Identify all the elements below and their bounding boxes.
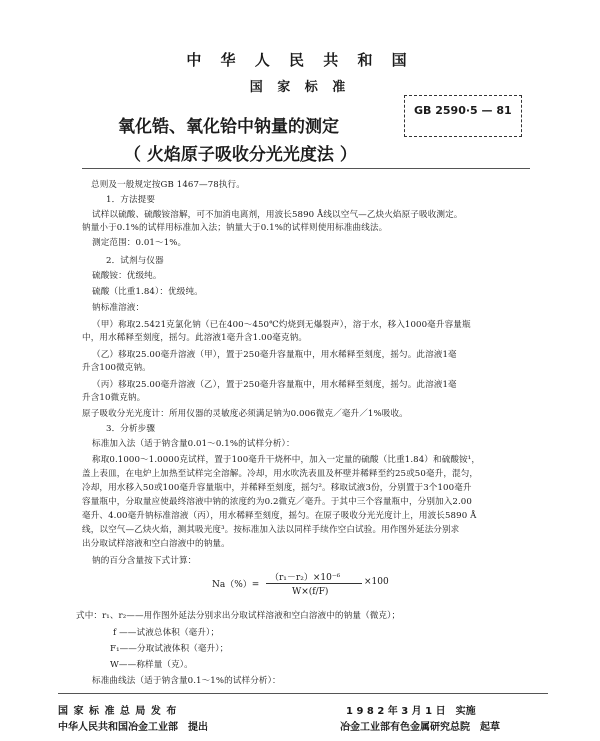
body-line: 硫酸铵：优级纯。	[92, 271, 162, 281]
document-title: 氧化锆、氧化铪中钠量的测定	[118, 117, 339, 137]
footer-proposer: 中华人民共和国冶金工业部 提出	[58, 722, 208, 733]
country-header: 中 华 人 民 共 和 国	[186, 51, 414, 69]
section-heading: 1．方法提要	[106, 195, 156, 205]
body-line: 钠量小于0.1%的试样用标准加入法；钠量大于0.1%的试样则使用标准曲线法。	[82, 223, 388, 233]
body-line: 标准曲线法（适于钠含量0.1～1%的试样分析）：	[92, 676, 281, 686]
body-line: 标准加入法（适于钠含量0.01～0.1%的试样分析）：	[92, 439, 295, 449]
body-line: W——称样量（克）。	[110, 660, 193, 670]
body-line: 总则及一般规定按GB 1467—78执行。	[91, 180, 245, 190]
body-line: f ——试液总体积（毫升）；	[113, 628, 220, 638]
body-line: 出分取试样溶液和空白溶液中的钠量。	[82, 539, 230, 549]
standard-type: 国 家 标 准	[249, 80, 351, 95]
body-line: 式中：r₁、r₂——用作图外延法分别求出分取试样溶液和空白溶液中的钠量（微克）；	[76, 611, 401, 621]
fraction-bar	[266, 583, 362, 584]
body-line: （甲）称取2.5421克氯化钠（已在400～450℃灼烧到无爆裂声），溶于水，移入1000毫升容量瓶	[92, 320, 471, 330]
body-line: 中，用水稀释至刻度，摇匀。此溶液1毫升含1.00毫克钠。	[82, 333, 308, 343]
body-line: 钠标准溶液：	[92, 303, 145, 313]
section-heading: 3．分析步骤	[106, 424, 156, 434]
body-line: 升含10微克钠。	[82, 393, 146, 403]
body-line: 试样以硫酸、硫酸铵溶解，可不加消电离剂，用波长5890 Å线以空气—乙炔火焰原子吸收测定。	[92, 210, 463, 220]
footer-divider	[58, 693, 548, 694]
body-line: 硫酸（比重1.84）：优级纯。	[92, 287, 203, 297]
formula-multiplier: ×100	[364, 577, 389, 587]
body-line: 原子吸收分光光度计：所用仪器的灵敏度必须满足钠为0.006微克／毫升／1%吸收。	[82, 409, 408, 419]
section-heading: 2．试剂与仪器	[106, 256, 164, 266]
formula-numerator: （r₁－r₂）×10⁻⁶	[270, 573, 341, 583]
standard-code: GB 2590·5 — 81	[414, 104, 512, 117]
footer-publisher: 国 家 标 准 总 局 发 布	[58, 706, 178, 717]
body-line: 毫升、4.00毫升钠标准溶液（丙），用水稀释至刻度，摇匀。在原子吸收分光光度计上，用波长5890 Å	[82, 511, 477, 521]
body-line: 盖上表皿，在电炉上加热至试样完全溶解。冷却，用水吹洗表皿及杯壁并稀释至约25或50毫升，混匀，	[82, 469, 479, 479]
body-line: 称取0.1000～1.0000克试样，置于100毫升干烧杯中，加入一定量的硫酸（比重1.84）和硫酸铵¹，	[92, 455, 481, 465]
body-line: 钠的百分含量按下式计算：	[92, 556, 197, 566]
body-line: 冷却，用水移入50或100毫升容量瓶中，并稀释至刻度，摇匀²。移取试液3份，分别置于3个100毫升	[82, 483, 472, 493]
document-subtitle: （ 火焰原子吸收分光光度法 ）	[124, 145, 357, 165]
body-line: 容量瓶中，分取量应使最终溶液中钠的浓度约为0.2微克／毫升。于其中三个容量瓶中，分别加入2.00	[82, 497, 472, 507]
body-line: 升含100微克钠。	[82, 363, 151, 373]
body-line: （丙）移取25.00毫升溶液（乙），置于250毫升容量瓶中，用水稀释至刻度，摇匀。此溶液1毫	[92, 380, 457, 390]
body-line: （乙）移取25.00毫升溶液（甲），置于250毫升容量瓶中，用水稀释至刻度，摇匀。此溶液1毫	[92, 350, 457, 360]
body-line: 测定范围：0.01～1%。	[92, 238, 187, 248]
footer-drafter: 冶金工业部有色金属研究总院 起草	[340, 722, 500, 733]
body-line: F₁——分取试液体积（毫升）；	[110, 644, 229, 654]
footer-date: 1 9 8 2 年 3 月 1 日 实施	[346, 706, 476, 717]
header-divider	[82, 168, 530, 169]
formula-denominator: W×(f/F)	[292, 587, 329, 597]
formula-lhs: Na（%）=	[212, 580, 260, 590]
body-line: 线，以空气—乙炔火焰，测其吸光度³。按标准加入法以同样手续作空白试验。用作图外延法分别求	[82, 525, 460, 535]
